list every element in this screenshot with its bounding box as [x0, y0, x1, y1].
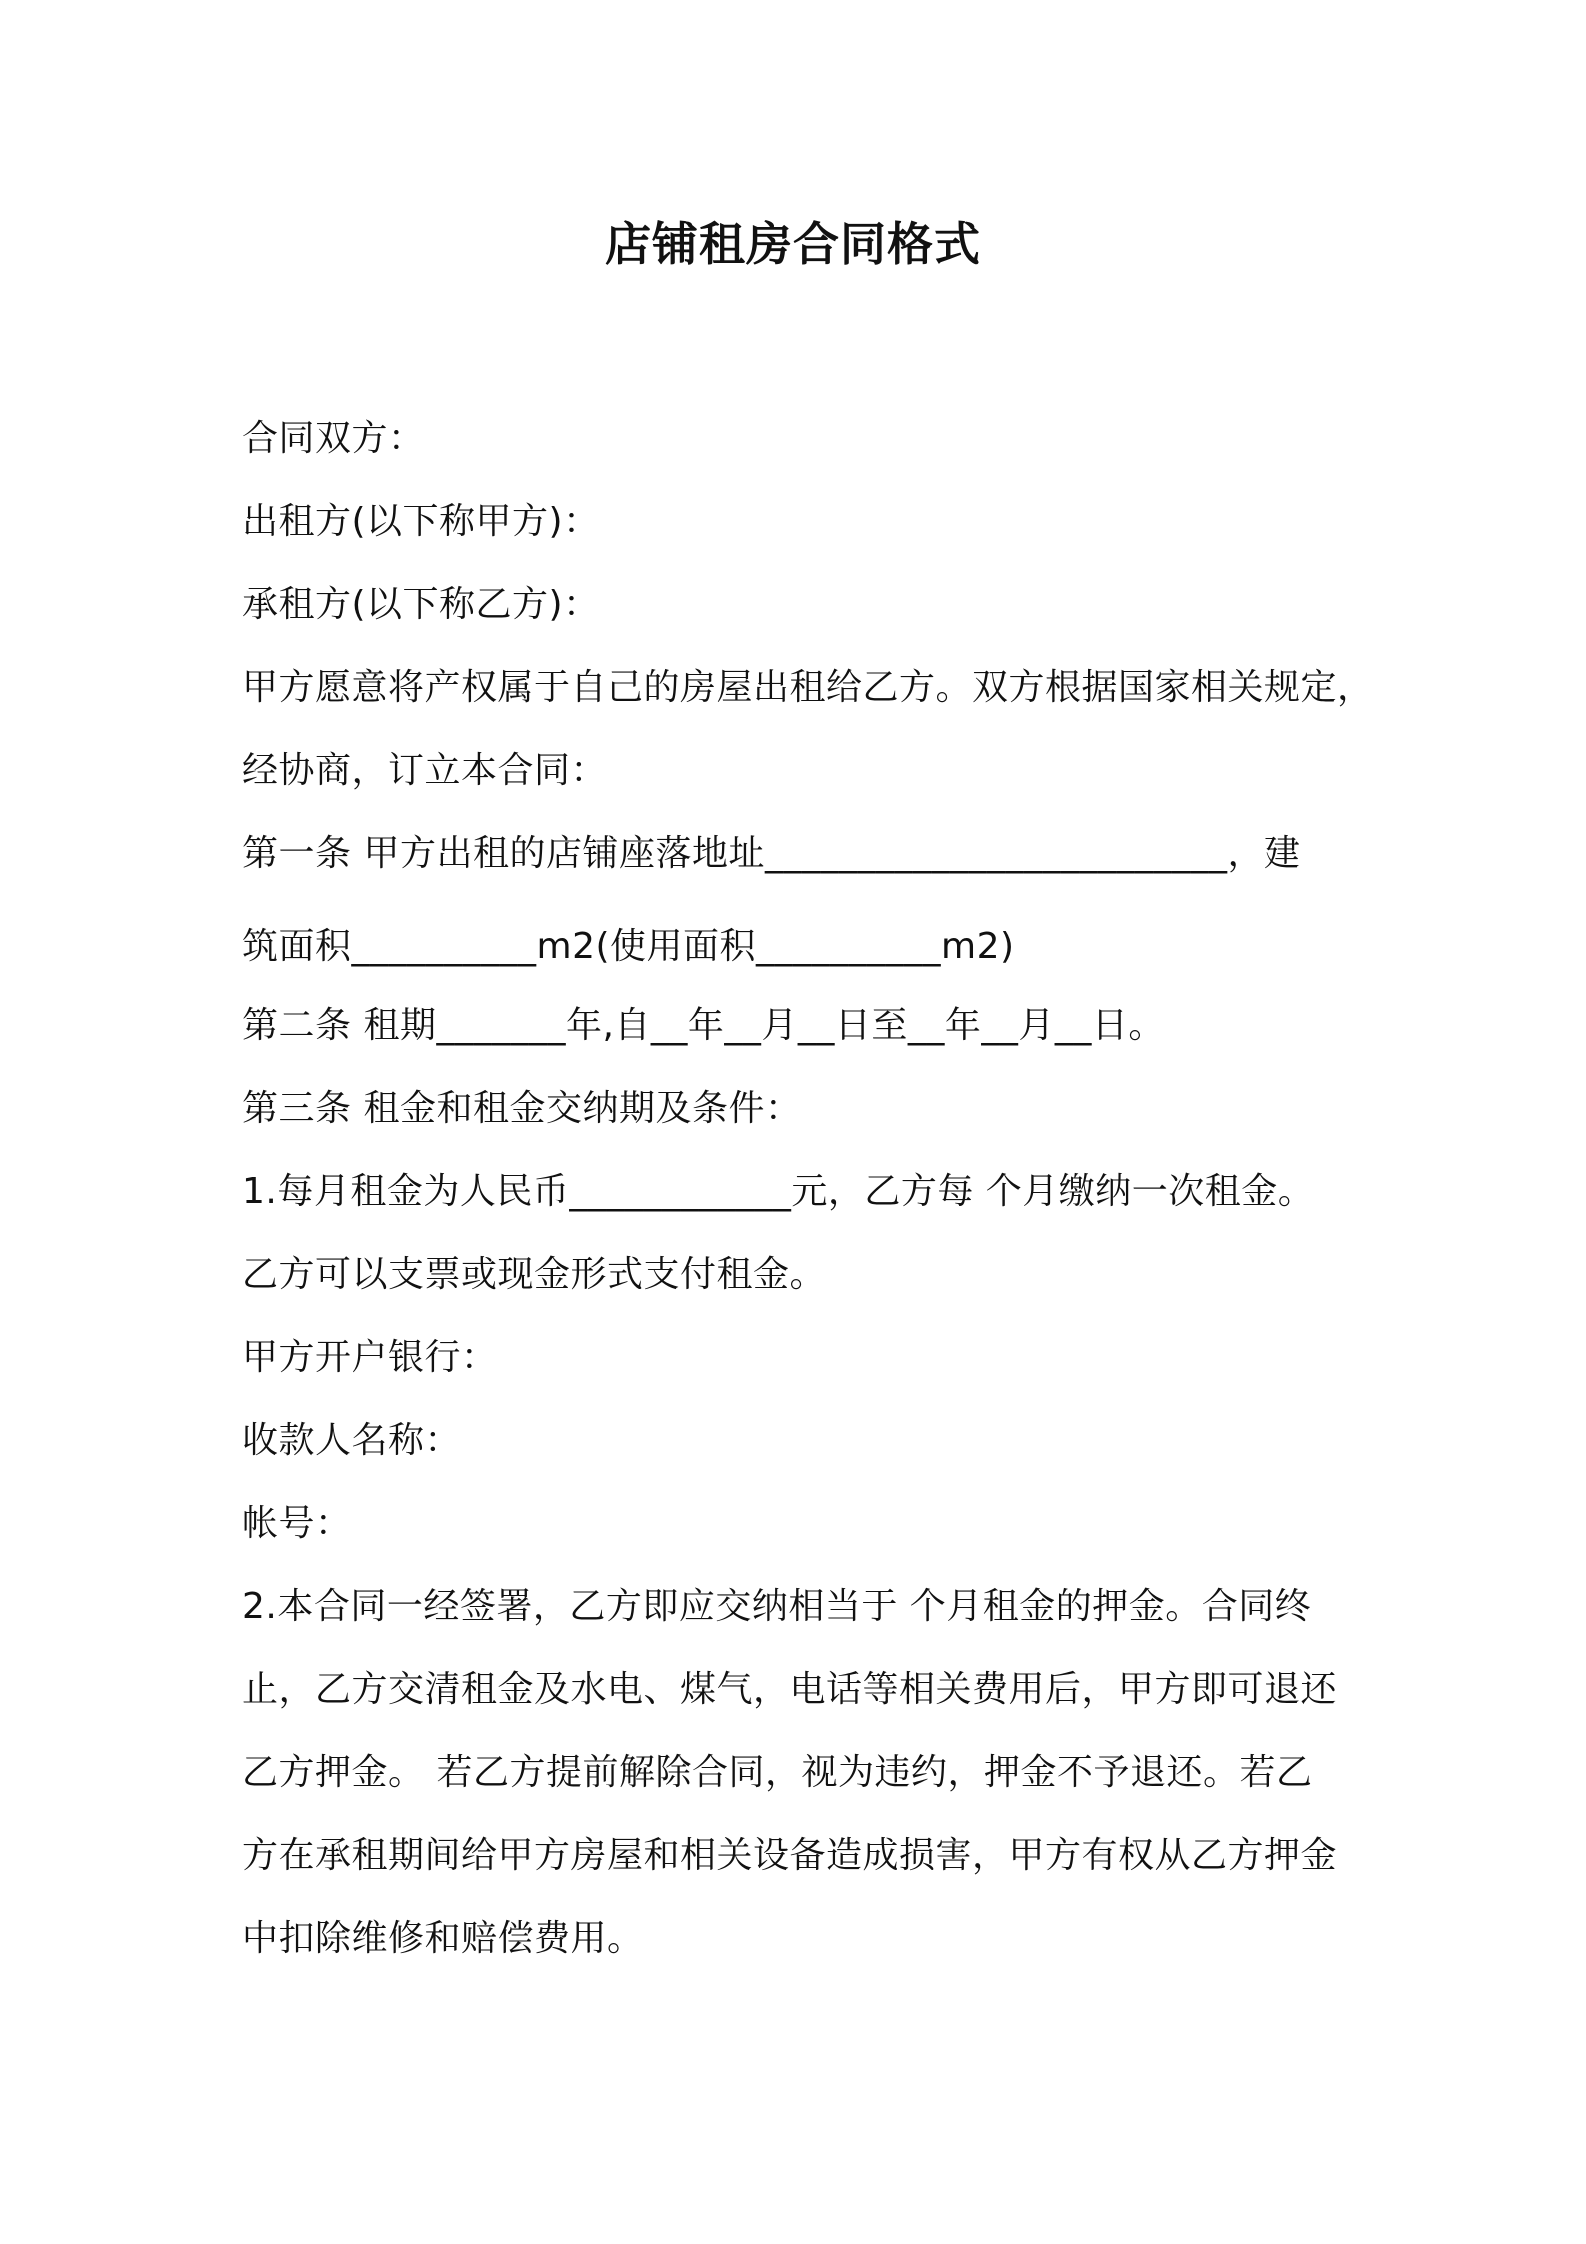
article-3-item-2-line-5: 中扣除维修和赔偿费用。 [242, 1918, 644, 1959]
article-3-item-2-line-3: 乙方押金。 若乙方提前解除合同，视为违约，押金不予退还。若乙 [242, 1752, 1313, 1793]
article-3-item-1-line-1: 1.每月租金为人民币____________元，乙方每 个月缴纳一次租金。 [242, 1171, 1315, 1212]
article-2-line: 第二条 租期_______年,自__年__月__日至__年__月__日。 [242, 1005, 1165, 1046]
payee-line: 收款人名称： [242, 1420, 462, 1461]
article-3-item-2-line-1: 2.本合同一经签署，乙方即应交纳相当于 个月租金的押金。合同终 [242, 1586, 1312, 1627]
article-1-line-1: 第一条 甲方出租的店铺座落地址_________________________，建 [242, 833, 1301, 874]
document-title: 店铺租房合同格式 [605, 217, 981, 271]
preamble-line-1: 甲方愿意将产权属于自己的房屋出租给乙方。双方根据国家相关规定， [242, 667, 1374, 708]
article-3-item-1-line-2: 乙方可以支票或现金形式支付租金。 [242, 1254, 827, 1295]
bank-line: 甲方开户银行： [242, 1337, 498, 1378]
clause-lessor-line: 出租方(以下称甲方)： [242, 501, 600, 542]
preamble-line-2: 经协商，订立本合同： [242, 750, 608, 791]
clause-parties-heading: 合同双方： [242, 418, 425, 459]
article-3-heading: 第三条 租金和租金交纳期及条件： [242, 1088, 802, 1129]
account-line: 帐号： [242, 1503, 352, 1544]
article-3-item-2-line-4: 方在承租期间给甲方房屋和相关设备造成损害，甲方有权从乙方押金 [242, 1835, 1338, 1876]
clause-lessee-line: 承租方(以下称乙方)： [242, 584, 600, 625]
article-1-line-2: 筑面积__________m2(使用面积__________m2) [242, 926, 1015, 967]
article-3-item-2-line-2: 止，乙方交清租金及水电、煤气，电话等相关费用后，甲方即可退还 [242, 1669, 1338, 1710]
